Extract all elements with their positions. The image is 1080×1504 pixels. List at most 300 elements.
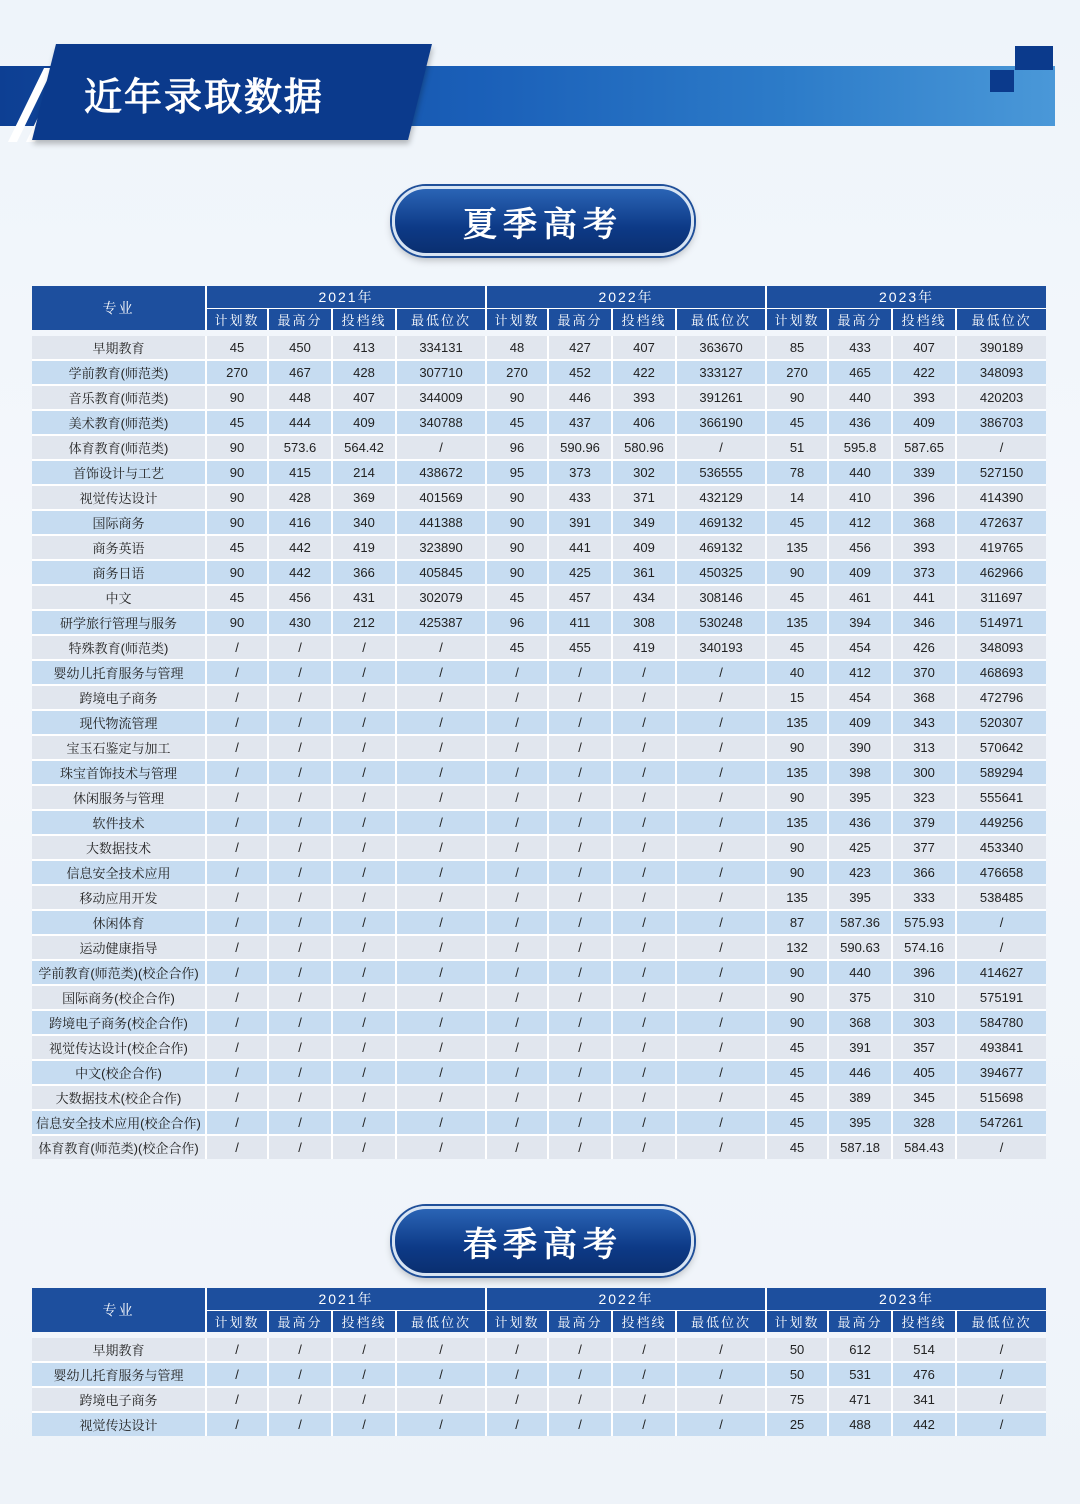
- cell-value: 422: [612, 360, 676, 385]
- cell-value: 527150: [956, 460, 1046, 485]
- cell-value: 346: [892, 610, 956, 635]
- cell-value: /: [676, 660, 766, 685]
- cell-value: 440: [828, 385, 892, 410]
- cell-value: /: [396, 785, 486, 810]
- cell-value: /: [206, 1362, 268, 1387]
- decor-square-1: [1015, 46, 1053, 70]
- header-row-years: [32, 286, 1046, 309]
- cell-value: 590.96: [548, 435, 612, 460]
- cell-value: /: [612, 710, 676, 735]
- cell-value: 90: [486, 535, 548, 560]
- cell-value: /: [548, 810, 612, 835]
- cell-value: /: [548, 1135, 612, 1159]
- column-header-field: 最高分: [268, 1311, 332, 1336]
- column-header-year: 2021年: [206, 286, 486, 309]
- cell-major: 首饰设计与工艺: [32, 460, 206, 485]
- cell-value: /: [548, 760, 612, 785]
- cell-value: /: [332, 885, 396, 910]
- cell-value: /: [486, 885, 548, 910]
- table-row: [32, 860, 1046, 885]
- cell-value: 369: [332, 485, 396, 510]
- cell-value: 270: [486, 360, 548, 385]
- cell-value: /: [396, 1335, 486, 1362]
- cell-value: 514971: [956, 610, 1046, 635]
- cell-value: /: [332, 1335, 396, 1362]
- cell-value: 395: [828, 785, 892, 810]
- cell-value: 488: [828, 1412, 892, 1436]
- cell-value: 530248: [676, 610, 766, 635]
- summer-table-body: [32, 333, 1046, 1159]
- cell-value: 425: [828, 835, 892, 860]
- cell-major: 体育教育(师范类): [32, 435, 206, 460]
- cell-value: /: [956, 1135, 1046, 1159]
- column-header-field: 最高分: [268, 309, 332, 334]
- cell-value: /: [396, 1412, 486, 1436]
- cell-value: 391261: [676, 385, 766, 410]
- cell-value: 450325: [676, 560, 766, 585]
- cell-value: /: [486, 1135, 548, 1159]
- cell-value: 132: [766, 935, 828, 960]
- cell-major: 休闲体育: [32, 910, 206, 935]
- cell-value: 414390: [956, 485, 1046, 510]
- table-row: [32, 460, 1046, 485]
- cell-value: /: [486, 1060, 548, 1085]
- cell-value: /: [612, 910, 676, 935]
- cell-value: 135: [766, 760, 828, 785]
- cell-value: 420203: [956, 385, 1046, 410]
- cell-value: /: [676, 685, 766, 710]
- cell-value: 90: [206, 485, 268, 510]
- table-row: [32, 785, 1046, 810]
- cell-value: /: [548, 1110, 612, 1135]
- table-row: [32, 635, 1046, 660]
- cell-value: /: [268, 685, 332, 710]
- cell-value: 409: [828, 710, 892, 735]
- table-row: [32, 1110, 1046, 1135]
- cell-value: /: [332, 860, 396, 885]
- summer-section-title: [392, 186, 694, 256]
- cell-value: 454: [828, 635, 892, 660]
- column-header-year: 2023年: [766, 1288, 1046, 1311]
- cell-value: 454: [828, 685, 892, 710]
- column-header-field: 计划数: [486, 1311, 548, 1336]
- cell-value: 427: [548, 333, 612, 360]
- cell-value: 396: [892, 960, 956, 985]
- cell-major: 大数据技术(校企合作): [32, 1085, 206, 1110]
- cell-value: 40: [766, 660, 828, 685]
- cell-value: 442: [268, 535, 332, 560]
- cell-value: /: [206, 1060, 268, 1085]
- cell-value: /: [396, 1035, 486, 1060]
- cell-value: /: [612, 985, 676, 1010]
- column-header-year: 2022年: [486, 1288, 766, 1311]
- cell-value: 446: [548, 385, 612, 410]
- cell-major: 信息安全技术应用(校企合作): [32, 1110, 206, 1135]
- cell-value: /: [548, 935, 612, 960]
- cell-value: 48: [486, 333, 548, 360]
- cell-value: /: [332, 760, 396, 785]
- cell-value: 515698: [956, 1085, 1046, 1110]
- cell-value: /: [676, 1085, 766, 1110]
- cell-value: /: [486, 1335, 548, 1362]
- table-row: [32, 560, 1046, 585]
- cell-value: 90: [206, 560, 268, 585]
- cell-value: 90: [766, 835, 828, 860]
- cell-value: 446: [828, 1060, 892, 1085]
- cell-value: 426: [892, 635, 956, 660]
- cell-value: /: [548, 1362, 612, 1387]
- cell-value: 575191: [956, 985, 1046, 1010]
- cell-value: /: [486, 810, 548, 835]
- cell-value: 419: [332, 535, 396, 560]
- cell-value: 395: [828, 885, 892, 910]
- cell-value: /: [676, 860, 766, 885]
- cell-value: 547261: [956, 1110, 1046, 1135]
- table-row: [32, 835, 1046, 860]
- cell-value: 452: [548, 360, 612, 385]
- cell-value: /: [268, 1110, 332, 1135]
- cell-major: 美术教育(师范类): [32, 410, 206, 435]
- cell-value: 344009: [396, 385, 486, 410]
- cell-value: 341: [892, 1387, 956, 1412]
- cell-major: 早期教育: [32, 333, 206, 360]
- cell-value: 536555: [676, 460, 766, 485]
- cell-value: 90: [486, 510, 548, 535]
- cell-value: 393: [892, 385, 956, 410]
- cell-value: /: [486, 860, 548, 885]
- cell-value: 45: [766, 1035, 828, 1060]
- cell-value: 135: [766, 885, 828, 910]
- cell-value: /: [548, 1387, 612, 1412]
- cell-value: /: [396, 1362, 486, 1387]
- cell-value: /: [268, 785, 332, 810]
- cell-value: /: [676, 810, 766, 835]
- cell-value: /: [396, 1110, 486, 1135]
- cell-value: /: [612, 810, 676, 835]
- cell-value: /: [206, 835, 268, 860]
- cell-value: 564.42: [332, 435, 396, 460]
- table-row: [32, 710, 1046, 735]
- cell-value: /: [548, 1035, 612, 1060]
- cell-value: /: [548, 860, 612, 885]
- cell-value: /: [486, 1412, 548, 1436]
- cell-value: /: [676, 1412, 766, 1436]
- cell-value: 90: [766, 960, 828, 985]
- table-row: [32, 1085, 1046, 1110]
- column-header-field: 最低位次: [956, 309, 1046, 334]
- cell-value: /: [206, 760, 268, 785]
- cell-value: /: [332, 1085, 396, 1110]
- cell-major: 体育教育(师范类)(校企合作): [32, 1135, 206, 1159]
- column-header-major: 专业: [32, 286, 206, 333]
- cell-value: /: [268, 885, 332, 910]
- table-row: [32, 985, 1046, 1010]
- cell-value: /: [676, 910, 766, 935]
- cell-value: /: [332, 735, 396, 760]
- cell-value: 450: [268, 333, 332, 360]
- cell-value: /: [206, 1335, 268, 1362]
- cell-value: /: [486, 1010, 548, 1035]
- cell-value: /: [612, 1010, 676, 1035]
- cell-value: 406: [612, 410, 676, 435]
- cell-major: 现代物流管理: [32, 710, 206, 735]
- cell-value: 434: [612, 585, 676, 610]
- cell-value: 442: [268, 560, 332, 585]
- cell-value: /: [206, 960, 268, 985]
- cell-value: /: [486, 710, 548, 735]
- cell-value: 45: [486, 635, 548, 660]
- cell-value: 436: [828, 410, 892, 435]
- cell-value: 45: [206, 535, 268, 560]
- cell-value: 469132: [676, 510, 766, 535]
- column-header-year: 2021年: [206, 1288, 486, 1311]
- table-row: [32, 485, 1046, 510]
- cell-value: 45: [766, 1085, 828, 1110]
- cell-value: 90: [766, 785, 828, 810]
- cell-value: /: [676, 1387, 766, 1412]
- cell-value: /: [548, 1085, 612, 1110]
- cell-major: 早期教育: [32, 1335, 206, 1362]
- table-row: [32, 1412, 1046, 1436]
- cell-value: 453340: [956, 835, 1046, 860]
- cell-value: /: [612, 760, 676, 785]
- cell-value: /: [396, 1387, 486, 1412]
- cell-value: /: [268, 1035, 332, 1060]
- cell-value: 584.43: [892, 1135, 956, 1159]
- cell-value: 432129: [676, 485, 766, 510]
- cell-value: 78: [766, 460, 828, 485]
- cell-value: /: [486, 1362, 548, 1387]
- cell-value: /: [396, 660, 486, 685]
- cell-value: /: [612, 1135, 676, 1159]
- cell-value: /: [612, 1412, 676, 1436]
- cell-value: 357: [892, 1035, 956, 1060]
- cell-value: /: [486, 760, 548, 785]
- spring-section-title: [392, 1206, 694, 1276]
- cell-value: /: [612, 1110, 676, 1135]
- cell-value: /: [548, 1335, 612, 1362]
- cell-major: 商务英语: [32, 535, 206, 560]
- cell-value: /: [548, 910, 612, 935]
- table-row: [32, 1387, 1046, 1412]
- cell-value: /: [676, 1110, 766, 1135]
- cell-value: /: [206, 985, 268, 1010]
- cell-major: 跨境电子商务: [32, 685, 206, 710]
- cell-value: 334131: [396, 333, 486, 360]
- cell-value: 307710: [396, 360, 486, 385]
- cell-value: 587.18: [828, 1135, 892, 1159]
- summer-title-text: 夏季高考: [463, 204, 623, 245]
- cell-value: 433: [548, 485, 612, 510]
- cell-value: /: [676, 435, 766, 460]
- cell-value: 45: [206, 333, 268, 360]
- cell-value: /: [956, 1412, 1046, 1436]
- table-row: [32, 360, 1046, 385]
- cell-value: 412: [828, 660, 892, 685]
- cell-value: /: [396, 960, 486, 985]
- cell-value: /: [332, 1362, 396, 1387]
- cell-value: /: [332, 785, 396, 810]
- cell-value: /: [612, 1362, 676, 1387]
- cell-value: /: [956, 910, 1046, 935]
- column-header-year: 2023年: [766, 286, 1046, 309]
- cell-value: 75: [766, 1387, 828, 1412]
- cell-value: 377: [892, 835, 956, 860]
- cell-major: 音乐教育(师范类): [32, 385, 206, 410]
- cell-value: /: [268, 910, 332, 935]
- cell-value: 135: [766, 610, 828, 635]
- cell-value: /: [486, 660, 548, 685]
- cell-value: 407: [612, 333, 676, 360]
- cell-value: /: [676, 1060, 766, 1085]
- cell-value: /: [676, 785, 766, 810]
- cell-value: 394677: [956, 1060, 1046, 1085]
- cell-value: /: [268, 1085, 332, 1110]
- cell-major: 休闲服务与管理: [32, 785, 206, 810]
- cell-value: 413: [332, 333, 396, 360]
- cell-value: 349: [612, 510, 676, 535]
- cell-value: 437: [548, 410, 612, 435]
- cell-value: /: [396, 760, 486, 785]
- cell-value: 361: [612, 560, 676, 585]
- cell-value: 442: [892, 1412, 956, 1436]
- cell-value: /: [396, 710, 486, 735]
- cell-value: /: [396, 435, 486, 460]
- cell-value: 386703: [956, 410, 1046, 435]
- table-row: [32, 1135, 1046, 1159]
- decor-square-2: [990, 70, 1014, 92]
- cell-value: /: [396, 1060, 486, 1085]
- cell-value: /: [956, 935, 1046, 960]
- cell-value: 308146: [676, 585, 766, 610]
- column-header-field: 投档线: [332, 1311, 396, 1336]
- cell-value: 396: [892, 485, 956, 510]
- cell-value: /: [612, 1035, 676, 1060]
- column-header-field: 最低位次: [396, 1311, 486, 1336]
- cell-major: 学前教育(师范类)(校企合作): [32, 960, 206, 985]
- spring-table-header: [32, 1288, 1046, 1335]
- cell-value: 390189: [956, 333, 1046, 360]
- cell-value: 343: [892, 710, 956, 735]
- cell-value: 90: [486, 385, 548, 410]
- cell-value: 589294: [956, 760, 1046, 785]
- cell-value: /: [548, 685, 612, 710]
- cell-value: /: [548, 710, 612, 735]
- cell-value: /: [206, 860, 268, 885]
- cell-value: 393: [612, 385, 676, 410]
- cell-value: 373: [548, 460, 612, 485]
- cell-value: 311697: [956, 585, 1046, 610]
- cell-value: /: [206, 810, 268, 835]
- column-header-field: 最低位次: [956, 1311, 1046, 1336]
- cell-value: 135: [766, 710, 828, 735]
- cell-value: 303: [892, 1010, 956, 1035]
- cell-value: /: [206, 1035, 268, 1060]
- cell-value: 348093: [956, 635, 1046, 660]
- cell-value: /: [332, 1135, 396, 1159]
- table-row: [32, 810, 1046, 835]
- cell-value: /: [548, 1412, 612, 1436]
- cell-value: 433: [828, 333, 892, 360]
- cell-value: /: [206, 1085, 268, 1110]
- cell-value: 45: [766, 510, 828, 535]
- cell-value: 95: [486, 460, 548, 485]
- cell-value: /: [956, 435, 1046, 460]
- cell-value: 390: [828, 735, 892, 760]
- cell-value: 45: [766, 585, 828, 610]
- cell-value: /: [486, 1035, 548, 1060]
- cell-value: /: [612, 685, 676, 710]
- table-row: [32, 1010, 1046, 1035]
- cell-major: 国际商务(校企合作): [32, 985, 206, 1010]
- cell-value: 366190: [676, 410, 766, 435]
- cell-value: 590.63: [828, 935, 892, 960]
- cell-value: 214: [332, 460, 396, 485]
- cell-value: /: [268, 710, 332, 735]
- cell-value: /: [612, 1387, 676, 1412]
- cell-value: 25: [766, 1412, 828, 1436]
- cell-value: /: [332, 985, 396, 1010]
- cell-value: 456: [828, 535, 892, 560]
- cell-value: /: [332, 910, 396, 935]
- cell-value: 457: [548, 585, 612, 610]
- column-header-field: 最低位次: [676, 1311, 766, 1336]
- cell-value: /: [612, 660, 676, 685]
- cell-value: 323890: [396, 535, 486, 560]
- cell-value: /: [956, 1387, 1046, 1412]
- table-row: [32, 1335, 1046, 1362]
- cell-value: 90: [486, 560, 548, 585]
- cell-value: /: [332, 710, 396, 735]
- cell-value: 461: [828, 585, 892, 610]
- cell-major: 国际商务: [32, 510, 206, 535]
- cell-value: 90: [766, 385, 828, 410]
- table-row: [32, 435, 1046, 460]
- table-row: [32, 910, 1046, 935]
- cell-value: /: [206, 935, 268, 960]
- column-header-field: 投档线: [612, 1311, 676, 1336]
- page-title: 近年录取数据: [84, 75, 325, 119]
- cell-value: 449256: [956, 810, 1046, 835]
- cell-value: /: [486, 1387, 548, 1412]
- cell-value: /: [486, 960, 548, 985]
- cell-value: 574.16: [892, 935, 956, 960]
- cell-value: /: [676, 1362, 766, 1387]
- cell-value: 90: [766, 735, 828, 760]
- cell-value: /: [676, 885, 766, 910]
- cell-value: /: [206, 1387, 268, 1412]
- cell-value: 419: [612, 635, 676, 660]
- table-row: [32, 510, 1046, 535]
- cell-value: 407: [892, 333, 956, 360]
- cell-major: 宝玉石鉴定与加工: [32, 735, 206, 760]
- table-row: [32, 885, 1046, 910]
- column-header-field: 最高分: [548, 1311, 612, 1336]
- cell-value: 405845: [396, 560, 486, 585]
- cell-value: /: [486, 785, 548, 810]
- table-row: [32, 535, 1046, 560]
- cell-value: 368: [892, 510, 956, 535]
- cell-value: 375: [828, 985, 892, 1010]
- column-header-field: 投档线: [332, 309, 396, 334]
- cell-value: 409: [612, 535, 676, 560]
- table-row: [32, 1060, 1046, 1085]
- cell-value: /: [268, 960, 332, 985]
- cell-value: /: [548, 960, 612, 985]
- cell-value: /: [206, 685, 268, 710]
- cell-value: 328: [892, 1110, 956, 1135]
- table-row: [32, 685, 1046, 710]
